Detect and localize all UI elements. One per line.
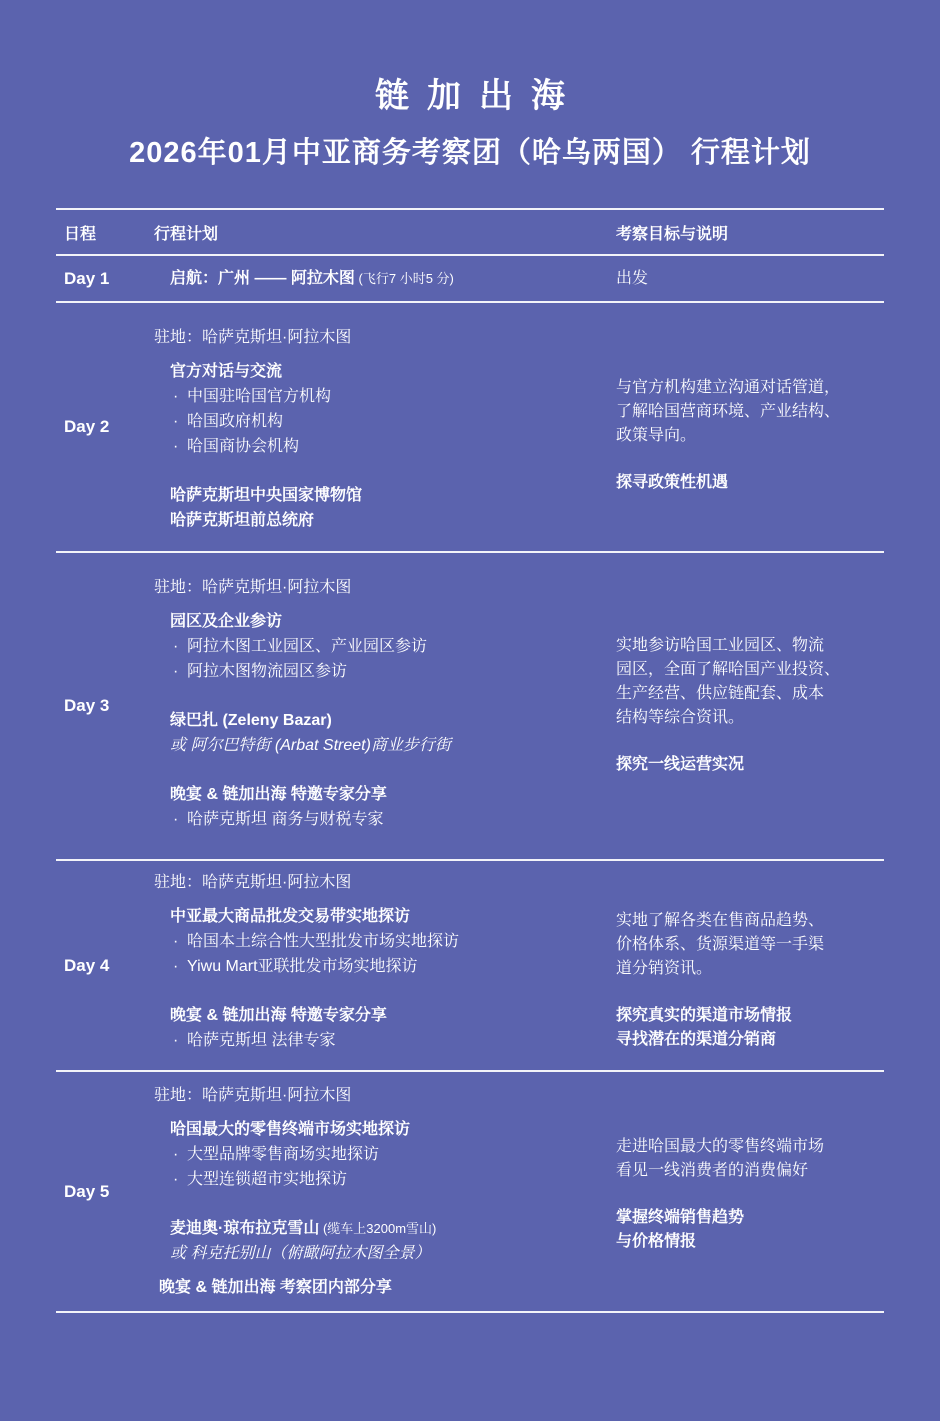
bullet-dot: ·	[173, 413, 179, 430]
group-heading	[170, 508, 616, 533]
day-row	[56, 256, 884, 303]
objective-line: 探究一线运营实况	[616, 756, 745, 773]
residence-line: 驻地：哈萨克斯坦·阿拉木图	[154, 579, 352, 596]
bullet-dot: ·	[173, 438, 179, 455]
bullet-text: 哈萨克斯坦 法律专家	[187, 1032, 336, 1049]
objectives-cell	[616, 553, 884, 859]
itinerary-table	[56, 208, 884, 1313]
itinerary-group	[170, 782, 616, 832]
bullet-item	[170, 659, 616, 684]
bullet-item	[170, 807, 616, 832]
itinerary-cell	[154, 256, 616, 301]
note-text: (飞行7 小时5 分)	[354, 271, 454, 286]
header-schedule: 日程	[64, 225, 97, 243]
group-heading	[170, 782, 616, 807]
line-text: 麦迪奥·琼布拉克雪山	[170, 1220, 320, 1237]
objective-line: 寻找潜在的渠道分销商	[616, 1031, 777, 1048]
group-heading	[170, 609, 616, 634]
objectives-cell	[616, 861, 884, 1070]
objective-line: 了解哈国营商环境、产业结构、	[616, 403, 841, 420]
residence-line: 驻地：哈萨克斯坦·阿拉木图	[154, 329, 352, 346]
bullet-dot: ·	[173, 1171, 179, 1188]
objective-line: 实地了解各类在售商品趋势、	[616, 912, 825, 929]
page-title: 2026年01月中亚商务考察团（哈乌两国） 行程计划	[129, 137, 811, 169]
line-text: 绿巴扎 (Zeleny Bazar)	[170, 712, 332, 729]
bullet-text: 大型连锁超市实地探访	[187, 1171, 348, 1188]
objective-line: 生产经营、供应链配套、成本	[616, 685, 825, 702]
group-heading	[170, 1117, 616, 1142]
bullet-text: 哈国商协会机构	[187, 438, 300, 455]
itinerary-cell	[154, 303, 616, 551]
objective-line: 价格体系、货源渠道等一手渠	[616, 936, 825, 953]
alternative-line	[170, 733, 616, 758]
itinerary-group	[170, 1003, 616, 1053]
bullet-item	[170, 434, 616, 459]
objective-line: 看见一线消费者的消费偏好	[616, 1162, 809, 1179]
page	[0, 68, 940, 1313]
line-text: 哈国最大的零售终端市场实地探访	[170, 1121, 411, 1138]
objective-line: 道分销资讯。	[616, 960, 713, 977]
objective-line: 走进哈国最大的零售终端市场	[616, 1138, 825, 1155]
residence-line: 驻地：哈萨克斯坦·阿拉木图	[154, 874, 352, 891]
alternative-line	[170, 1241, 616, 1266]
line-text: 晚宴 & 链加出海 考察团内部分享	[159, 1279, 392, 1296]
bullet-text: 哈国本土综合性大型批发市场实地探访	[187, 933, 460, 950]
bullet-text: 阿拉木图工业园区、产业园区参访	[187, 638, 428, 655]
line-text: 或 科克托别山（俯瞰阿拉木图全景）	[170, 1245, 431, 1262]
day-row	[56, 861, 884, 1072]
group-heading	[170, 266, 454, 291]
group-heading	[170, 359, 616, 384]
bullet-dot: ·	[173, 663, 179, 680]
objective-line: 与官方机构建立沟通对话管道，	[616, 379, 841, 396]
objective-line: 实地参访哈国工业园区、物流	[616, 637, 825, 654]
table-header-row	[56, 210, 884, 256]
bullet-text: 阿拉木图物流园区参访	[187, 663, 348, 680]
bullet-text: 大型品牌零售商场实地探访	[187, 1146, 380, 1163]
itinerary-group	[159, 1275, 616, 1300]
objectives-cell	[616, 1072, 884, 1311]
line-text: 晚宴 & 链加出海 特邀专家分享	[170, 1007, 387, 1024]
itinerary-group	[170, 904, 616, 979]
bullet-text: 哈国政府机构	[187, 413, 284, 430]
objective-line: 园区，全面了解哈国产业投资、	[616, 661, 841, 678]
bullet-text: Yiwu Mart亚联批发市场实地探访	[187, 958, 418, 975]
itinerary-cell	[154, 861, 616, 1070]
objective-spacer	[616, 981, 878, 1004]
itinerary-group	[170, 483, 616, 533]
objective-line: 政策导向。	[616, 427, 697, 444]
residence-line: 驻地：哈萨克斯坦·阿拉木图	[154, 1087, 352, 1104]
objective-spacer	[616, 448, 878, 471]
bullet-item	[170, 1142, 616, 1167]
line-text: 园区及企业参访	[170, 613, 283, 630]
line-text: 或 阿尔巴特街 (Arbat Street)商业步行街	[170, 737, 451, 754]
itinerary-group	[170, 1117, 616, 1192]
line-text: 晚宴 & 链加出海 特邀专家分享	[170, 786, 387, 803]
line-text: 哈萨克斯坦中央国家博物馆	[170, 487, 363, 504]
day-label: Day 2	[64, 417, 110, 436]
objective-spacer	[616, 730, 878, 753]
bullet-dot: ·	[173, 933, 179, 950]
objectives-cell	[616, 303, 884, 551]
group-heading	[170, 483, 616, 508]
objective-line: 出发	[616, 269, 649, 287]
line-text: 启航：广州 —— 阿拉木图	[170, 270, 355, 287]
day-label: Day 1	[64, 268, 110, 288]
day-row	[56, 1072, 884, 1313]
itinerary-group	[170, 609, 616, 684]
objective-line: 探寻政策性机遇	[616, 474, 729, 491]
bullet-text: 中国驻哈国官方机构	[187, 388, 332, 405]
bullet-item	[170, 929, 616, 954]
objective-line: 探究真实的渠道市场情报	[616, 1007, 793, 1024]
itinerary-cell	[154, 1072, 616, 1311]
objective-line: 结构等综合资讯。	[616, 709, 745, 726]
line-text: 官方对话与交流	[170, 363, 283, 380]
line-text: 哈萨克斯坦前总统府	[170, 512, 315, 529]
group-heading	[170, 1216, 616, 1241]
objective-line: 与价格情报	[616, 1233, 697, 1250]
group-heading	[170, 1003, 616, 1028]
day-label: Day 5	[64, 1181, 110, 1201]
day-row	[56, 553, 884, 861]
bullet-dot: ·	[173, 388, 179, 405]
itinerary-group	[170, 708, 616, 758]
bullet-dot: ·	[173, 811, 179, 828]
day-row	[56, 303, 884, 553]
objective-line: 掌握终端销售趋势	[616, 1209, 745, 1226]
group-heading	[159, 1275, 616, 1300]
day-label: Day 4	[64, 955, 110, 975]
itinerary-cell	[154, 553, 616, 859]
itinerary-group	[170, 359, 616, 459]
bullet-item	[170, 634, 616, 659]
bullet-item	[170, 1028, 616, 1053]
bullet-dot: ·	[173, 638, 179, 655]
group-heading	[170, 904, 616, 929]
line-text: 中亚最大商品批发交易带实地探访	[170, 908, 411, 925]
bullet-dot: ·	[173, 1032, 179, 1049]
bullet-item	[170, 409, 616, 434]
bullet-item	[170, 954, 616, 979]
bullet-item	[170, 1167, 616, 1192]
day-label: Day 3	[64, 696, 110, 715]
bullet-dot: ·	[173, 1146, 179, 1163]
itinerary-group	[170, 1216, 616, 1266]
header-itinerary: 行程计划	[154, 225, 219, 243]
brand-logo: 链加出海	[375, 77, 583, 115]
table-body	[56, 256, 884, 1313]
bullet-item	[170, 384, 616, 409]
objective-spacer	[616, 1183, 878, 1206]
itinerary-group	[170, 266, 454, 291]
header-objectives: 考察目标与说明	[616, 225, 729, 243]
objectives-cell	[616, 256, 884, 301]
bullet-text: 哈萨克斯坦 商务与财税专家	[187, 811, 384, 828]
bullet-dot: ·	[173, 958, 179, 975]
group-heading	[170, 708, 616, 733]
note-text: (缆车上3200m雪山)	[319, 1221, 437, 1236]
